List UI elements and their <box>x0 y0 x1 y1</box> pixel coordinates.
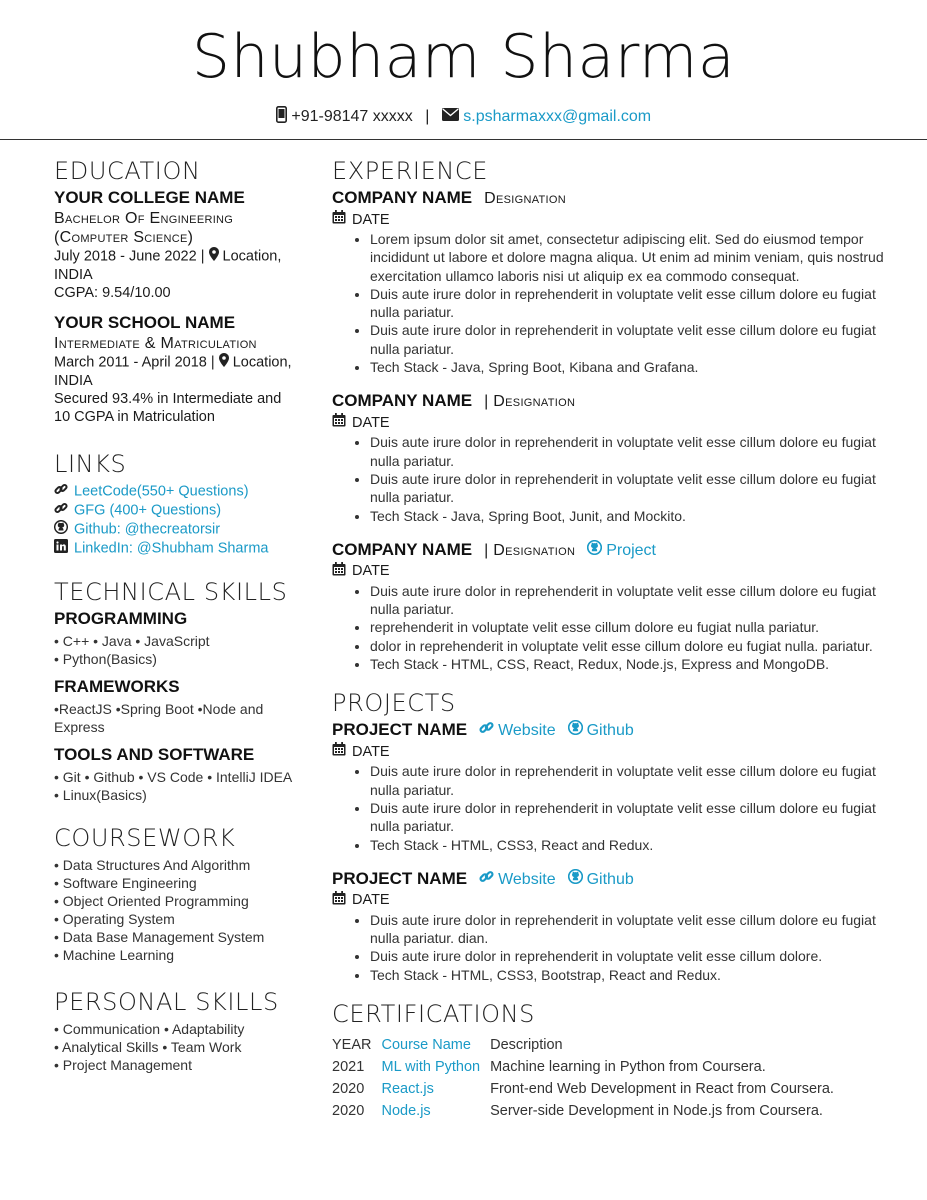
date-label: DATE <box>352 563 390 580</box>
frameworks-skills <box>54 676 316 736</box>
experience-entry <box>332 539 892 673</box>
github-icon <box>568 869 583 891</box>
list-item: • Software Engineering <box>54 875 197 891</box>
link-label: LeetCode(550+ Questions) <box>74 483 249 500</box>
date-row <box>332 413 892 432</box>
github-link[interactable] <box>54 520 316 539</box>
bullet-item: • Duis aute irure dolor in reprehenderit in voluptate velit esse cillum dolore eu fugiat nulla pariatur. <box>370 582 892 619</box>
school-name: YOUR SCHOOL NAME <box>54 313 236 332</box>
company-name: COMPANY NAME <box>332 539 473 559</box>
bullet-item: • Lorem ipsum dolor sit amet, consectetur adipiscing elit. Sed do eiusmod tempor incididunt ut labore et dolore magna aliqua. Ut enim ad minim veniam, quis nostrud exercitation ullamco laboris nisi ut aliquip ex ea commodo consequat. <box>370 230 892 285</box>
date-label: DATE <box>352 743 390 760</box>
phone-icon <box>276 106 287 128</box>
project-name: PROJECT NAME <box>332 720 468 740</box>
date-row <box>332 210 892 229</box>
list-item: • Communication • Adaptability <box>54 1021 245 1037</box>
website-label: Website <box>498 722 556 740</box>
school-location: Location, <box>232 354 292 371</box>
experience-entry <box>332 390 892 524</box>
bullet-item: • Tech Stack - Java, Spring Boot, Kibana and Grafana. <box>370 358 892 376</box>
cert-description: Front-end Web Development in React from Coursera. <box>490 1081 834 1098</box>
frameworks-line-2: Express <box>54 719 105 735</box>
list-item: • Operating System <box>54 911 175 927</box>
bullet-item: • Tech Stack - HTML, CSS3, Bootstrap, React and Redux. <box>370 966 892 984</box>
email-link[interactable]: s.psharmaxxx@gmail.com <box>463 108 652 126</box>
cert-description: Machine learning in Python from Coursera. <box>490 1059 766 1076</box>
list-item: • Project Management <box>54 1057 192 1073</box>
programming-line-1: • C++ • Java • JavaScript <box>54 633 210 649</box>
bullet-list <box>332 433 892 524</box>
cert-year: 2020 <box>332 1081 365 1098</box>
date-row <box>332 742 892 761</box>
github-icon <box>54 520 68 539</box>
date-label: DATE <box>352 211 390 228</box>
list-item: • Analytical Skills • Team Work <box>54 1039 242 1055</box>
bullet-item: • Duis aute irure dolor in reprehenderit in voluptate velit esse cillum dolore eu fugiat nulla pariatur. <box>370 321 892 358</box>
phone-number[interactable]: +91-98147 xxxxx <box>291 108 413 126</box>
company-name: COMPANY NAME <box>332 391 473 411</box>
programming-line-2: • Python(Basics) <box>54 651 157 667</box>
links-list <box>54 482 316 558</box>
school-score-1: Secured 93.4% in Intermediate and <box>54 391 282 407</box>
link-icon <box>479 869 494 891</box>
bullet-item: • Duis aute irure dolor in reprehenderit in voluptate velit esse cillum dolore eu fugiat nulla pariatur. <box>370 799 892 836</box>
frameworks-line-1: •ReactJS •Spring Boot •Node and <box>54 701 264 717</box>
table-row <box>332 1056 844 1078</box>
education-title: EDUCATION <box>54 157 201 185</box>
project-name: PROJECT NAME <box>332 868 468 888</box>
website-link[interactable] <box>479 869 556 891</box>
date-row <box>332 891 892 910</box>
school-dates: March 2011 - April 2018 | <box>54 354 215 371</box>
date-row <box>332 562 892 581</box>
project-link[interactable] <box>587 540 656 562</box>
left-column <box>54 155 316 1074</box>
calendar-icon <box>332 742 346 761</box>
map-marker-icon <box>209 247 219 266</box>
certifications-title: CERTIFICATIONS <box>332 1000 536 1029</box>
tools-line-2: • Linux(Basics) <box>54 787 147 803</box>
personal-skills-list <box>54 1020 316 1074</box>
school-score-2: 10 CGPA in Matriculation <box>54 409 215 425</box>
bullet-item: • Tech Stack - HTML, CSS, React, Redux, Node.js, Express and MongoDB. <box>370 655 892 673</box>
cert-year: 2021 <box>332 1059 365 1076</box>
table-row <box>332 1100 844 1122</box>
contact-line <box>0 106 927 128</box>
bullet-item: • Duis aute irure dolor in reprehenderit in voluptate velit esse cillum dolore eu fugiat nulla pariatur. <box>370 762 892 799</box>
github-label: Github <box>586 870 634 888</box>
designation: | Designation <box>484 541 576 559</box>
course-header: Course Name <box>381 1037 471 1054</box>
github-icon <box>587 540 602 562</box>
map-marker-icon <box>219 353 229 372</box>
link-label: LinkedIn: @Shubham Sharma <box>74 540 269 557</box>
bullet-item: • dolor in reprehenderit in voluptate velit esse cillum dolore eu fugiat nulla. pariatur. <box>370 637 892 655</box>
bullet-item: • reprehenderit in voluptate velit esse cillum dolore eu fugiat nulla pariatur. <box>370 618 892 636</box>
school-degree: Intermediate & Matriculation <box>54 335 257 352</box>
school-entry <box>54 312 316 426</box>
bullet-item: • Duis aute irure dolor in reprehenderit in voluptate velit esse cillum dolore. <box>370 947 892 965</box>
header-divider <box>0 139 927 140</box>
cert-year: 2020 <box>332 1103 365 1120</box>
college-name: YOUR COLLEGE NAME <box>54 188 245 207</box>
calendar-icon <box>332 562 346 581</box>
bullet-item: • Duis aute irure dolor in reprehenderit in voluptate velit esse cillum dolore eu fugiat nulla pariatur. dian. <box>370 911 892 948</box>
bullet-item: • Tech Stack - HTML, CSS3, React and Redux. <box>370 836 892 854</box>
year-header: YEAR <box>332 1037 372 1054</box>
table-row <box>332 1078 844 1100</box>
coursework-title: COURSEWORK <box>54 824 236 852</box>
calendar-icon <box>332 210 346 229</box>
cert-description: Server-side Development in Node.js from Coursera. <box>490 1103 823 1120</box>
github-repo-link[interactable] <box>568 720 634 742</box>
designation: Designation <box>484 190 566 207</box>
bullet-list <box>332 582 892 673</box>
bullet-list <box>332 911 892 984</box>
certifications-table <box>332 1034 844 1122</box>
linkedin-link[interactable] <box>54 539 316 558</box>
date-label: DATE <box>352 414 390 431</box>
table-header-row <box>332 1034 844 1056</box>
college-country: INDIA <box>54 267 93 283</box>
github-label: Github <box>586 722 634 740</box>
link-icon <box>54 482 68 501</box>
bullet-list <box>332 230 892 376</box>
leetcode-link[interactable] <box>54 482 316 501</box>
designation: | Designation <box>484 393 576 411</box>
website-link[interactable] <box>479 720 556 742</box>
bullet-item: • Duis aute irure dolor in reprehenderit in voluptate velit esse cillum dolore eu fugiat nulla pariatur. <box>370 433 892 470</box>
resume-name: Shubham Sharma <box>191 22 736 92</box>
technical-skills-title: TECHNICAL SKILLS <box>54 578 288 606</box>
github-repo-link[interactable] <box>568 869 634 891</box>
website-label: Website <box>498 870 556 888</box>
link-icon <box>54 501 68 520</box>
frameworks-label: FRAMEWORKS <box>54 677 180 696</box>
college-score: CGPA: 9.54/10.00 <box>54 285 171 301</box>
college-dates-location <box>54 247 316 266</box>
tools-line-1: • Git • Github • VS Code • IntelliJ IDEA <box>54 769 293 785</box>
github-icon <box>568 720 583 742</box>
experience-title: EXPERIENCE <box>332 157 489 185</box>
project-entry <box>332 719 892 853</box>
list-item: • Machine Learning <box>54 947 175 963</box>
cert-course-link[interactable]: Node.js <box>381 1103 431 1120</box>
company-name: COMPANY NAME <box>332 188 473 207</box>
list-item: • Object Oriented Programming <box>54 893 249 909</box>
tools-label: TOOLS AND SOFTWARE <box>54 745 255 764</box>
programming-skills <box>54 608 316 668</box>
links-title: LINKS <box>54 450 127 478</box>
college-dates: July 2018 - June 2022 | <box>54 248 205 265</box>
linkedin-icon <box>54 539 68 558</box>
college-location: Location, <box>222 248 282 265</box>
bullet-item: • Duis aute irure dolor in reprehenderit in voluptate velit esse cillum dolore eu fugiat nulla pariatur. <box>370 285 892 322</box>
college-degree: Bachelor Of Engineering <box>54 210 234 227</box>
college-entry <box>54 187 316 302</box>
bullet-item: • Tech Stack - Java, Spring Boot, Junit, and Mockito. <box>370 507 892 525</box>
right-column <box>332 155 892 1122</box>
cert-course-link[interactable]: ML with Python <box>381 1059 481 1076</box>
personal-skills-title: PERSONAL SKILLS <box>54 988 279 1016</box>
tools-skills <box>54 744 316 804</box>
programming-label: PROGRAMMING <box>54 609 188 628</box>
calendar-icon <box>332 891 346 910</box>
college-field: (Computer Science) <box>54 229 194 246</box>
contact-separator: | <box>425 108 430 126</box>
gfg-link[interactable] <box>54 501 316 520</box>
link-label: GFG (400+ Questions) <box>74 502 222 519</box>
projects-title: PROJECTS <box>332 689 456 718</box>
school-country: INDIA <box>54 373 93 389</box>
experience-entry <box>332 187 892 376</box>
bullet-list <box>332 762 892 853</box>
coursework-list <box>54 856 316 964</box>
list-item: • Data Structures And Algorithm <box>54 857 251 873</box>
description-header: Description <box>490 1037 563 1054</box>
list-item: • Data Base Management System <box>54 929 265 945</box>
project-link-label: Project <box>606 541 656 559</box>
link-label: Github: @thecreatorsir <box>74 521 221 538</box>
cert-course-link[interactable]: React.js <box>381 1081 434 1098</box>
link-icon <box>479 720 494 742</box>
calendar-icon <box>332 413 346 432</box>
bullet-item: • Duis aute irure dolor in reprehenderit in voluptate velit esse cillum dolore eu fugiat nulla pariatur. <box>370 470 892 507</box>
project-entry <box>332 868 892 984</box>
school-dates-location <box>54 353 316 372</box>
date-label: DATE <box>352 892 390 909</box>
envelope-icon <box>442 108 459 126</box>
